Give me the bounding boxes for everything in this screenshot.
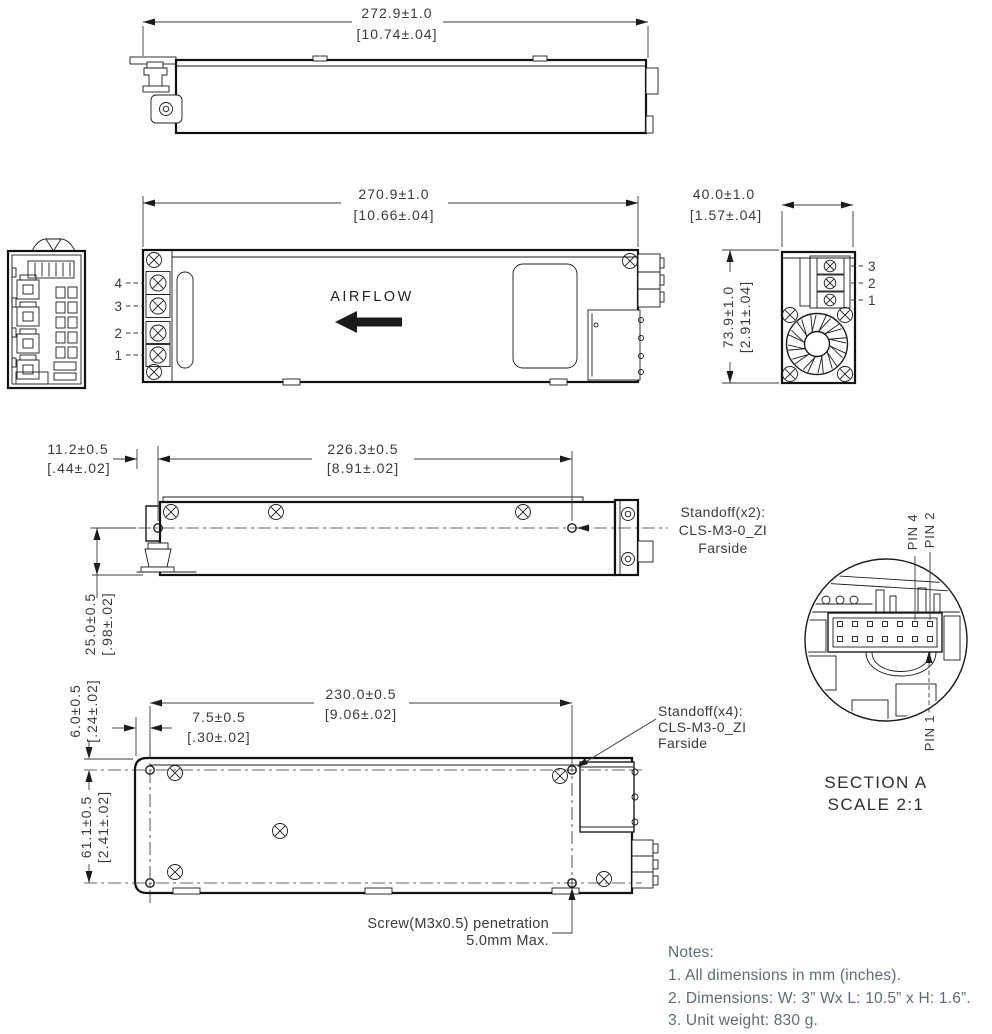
dim-end-height-mm: 73.9±1.0	[720, 285, 736, 349]
dim-side-height	[82, 528, 143, 656]
dim-end-width-mm: 40.0±1.0	[692, 186, 756, 202]
terminal-label-r3: 3	[868, 259, 876, 274]
input-face-body	[8, 251, 85, 388]
svg-text:Standoff(x4):: Standoff(x4):	[658, 703, 744, 719]
dim-bottom-offset-y-mm: 6.0±0.5	[67, 684, 83, 738]
latch-knob	[143, 62, 169, 92]
view-side	[47, 441, 767, 656]
dim-end-width	[690, 186, 853, 247]
section-cut-arrow-icon	[46, 239, 61, 251]
bottom-terminal-block	[632, 840, 658, 888]
pin4-label: PIN 4	[905, 513, 920, 551]
section-title: SECTION A	[824, 773, 928, 792]
detail-circle	[805, 559, 967, 721]
dim-top-width	[143, 5, 648, 58]
terminal-label-r2: 2	[868, 276, 876, 291]
bottom-fan-cutout	[580, 762, 638, 832]
svg-text:5.0mm Max.: 5.0mm Max.	[466, 933, 549, 949]
dim-side-height-mm: 25.0±0.5	[82, 592, 98, 656]
svg-text:Farside: Farside	[658, 735, 708, 751]
dim-side-offset-mm: 11.2±0.5	[47, 441, 109, 457]
terminal-numbers-left	[114, 276, 144, 363]
pin2-label: PIN 2	[922, 511, 937, 549]
dim-side-height-in: [.98±.02]	[99, 592, 115, 656]
dim-bottom-height-in: [2.41±.02]	[95, 790, 111, 864]
dim-top-width-mm: 272.9±1.0	[361, 5, 433, 21]
section-detail	[790, 512, 968, 814]
dim-bottom-offset-y-in: [.24±.02]	[84, 679, 100, 743]
terminal-label-3: 3	[114, 299, 122, 314]
view-left-end	[8, 239, 85, 388]
section-scale: SCALE 2:1	[827, 795, 925, 814]
dim-bottom-height-mm: 61.1±0.5	[78, 795, 94, 859]
terminal-label-1: 1	[114, 348, 122, 363]
dim-end-width-in: [1.57±.04]	[689, 207, 763, 223]
side-view-body	[160, 502, 615, 575]
view-front-airflow	[114, 186, 664, 385]
dim-side-span-in: [8.91±.02]	[326, 460, 400, 476]
view-top-profile	[130, 5, 658, 133]
dim-side-span-mm: 226.3±0.5	[327, 441, 399, 457]
terminal-label-2: 2	[114, 326, 122, 341]
top-view-body	[176, 60, 646, 133]
notes-block	[668, 944, 971, 1029]
pin1-label: PIN 1	[922, 714, 937, 752]
svg-text:Screw(M3x0.5) penetration: Screw(M3x0.5) penetration	[367, 916, 549, 932]
dim-side-offset-in: [.44±.02]	[47, 460, 111, 476]
airflow-label: AIRFLOW	[330, 289, 414, 305]
top-right-tab	[646, 68, 658, 94]
dim-top-width-in: [10.74±.04]	[356, 26, 438, 42]
terminal-label-4: 4	[114, 276, 122, 291]
svg-text:CLS-M3-0_ZI: CLS-M3-0_ZI	[678, 522, 768, 538]
view-bottom	[67, 679, 746, 949]
dim-bottom-offset-x-in: [.30±.02]	[187, 729, 251, 745]
callout-screw-penetration	[367, 888, 575, 949]
dim-bottom-height	[78, 782, 111, 883]
notes-heading: Notes:	[668, 944, 714, 961]
svg-text:Farside: Farside	[698, 540, 748, 556]
dim-bottom-offset-x	[112, 709, 251, 756]
view-right-end	[690, 186, 876, 383]
dim-bottom-offset-x-mm: 7.5±0.5	[192, 709, 246, 725]
dim-end-height	[720, 250, 779, 383]
callout-standoff-x2	[679, 504, 767, 556]
terminal-label-r1: 1	[868, 293, 876, 308]
svg-text:CLS-M3-0_ZI: CLS-M3-0_ZI	[658, 719, 747, 735]
dim-bottom-span-mm: 230.0±0.5	[325, 686, 397, 702]
dim-front-width-in: [10.66±.04]	[353, 207, 435, 223]
dim-front-width	[143, 186, 638, 247]
dim-end-height-in: [2.91±.04]	[737, 280, 753, 354]
front-view-body	[143, 250, 638, 382]
dim-side-offset	[47, 441, 137, 476]
svg-text:Standoff(x2):: Standoff(x2):	[680, 504, 766, 520]
dim-bottom-span-in: [9.06±.02]	[324, 706, 398, 722]
note-item-3: 3. Unit weight: 830 g.	[668, 1012, 819, 1029]
note-item-2: 2. Dimensions: W: 3” Wx L: 10.5” x H: 1.6”.	[668, 990, 971, 1007]
fan-housing-block	[588, 310, 644, 380]
dim-front-width-mm: 270.9±1.0	[358, 186, 430, 202]
note-item-1: 1. All dimensions in mm (inches).	[668, 967, 902, 984]
output-connector	[638, 254, 664, 307]
dim-bottom-offset-y	[67, 679, 133, 782]
